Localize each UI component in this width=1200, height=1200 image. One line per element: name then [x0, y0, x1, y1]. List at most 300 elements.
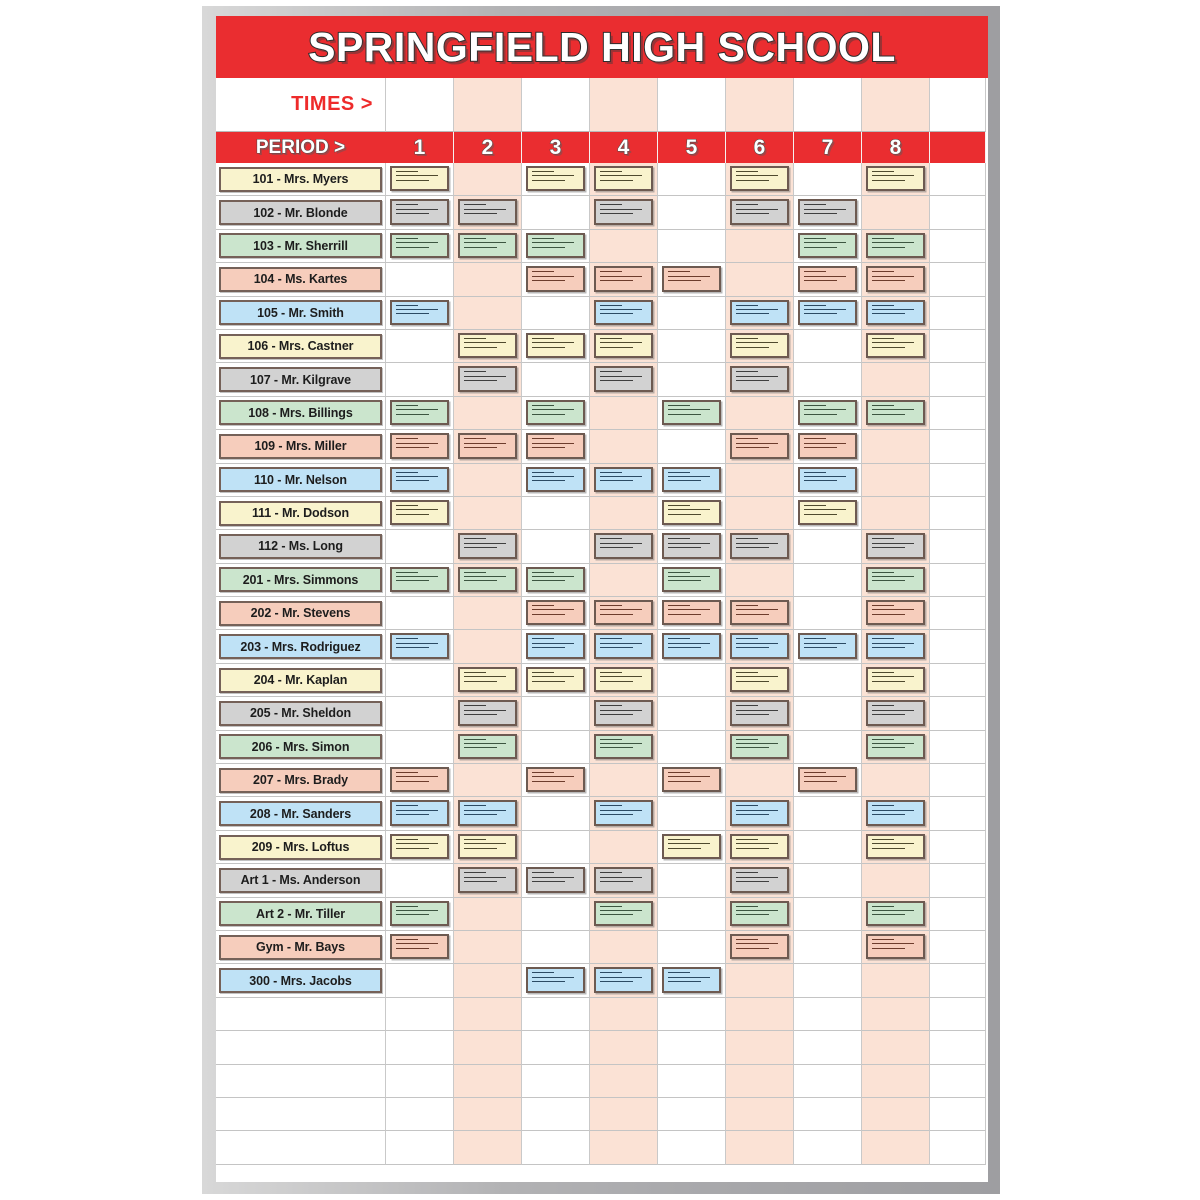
schedule-cell-p2[interactable] — [454, 530, 522, 563]
room-label-cell[interactable] — [216, 564, 386, 597]
room-label-cell[interactable] — [216, 898, 386, 931]
schedule-cell-p4[interactable] — [590, 430, 658, 463]
schedule-cell-p4[interactable] — [590, 230, 658, 263]
class-card[interactable] — [390, 467, 449, 492]
schedule-cell-p8[interactable] — [862, 630, 930, 663]
class-card[interactable] — [662, 567, 721, 592]
schedule-cell-p6[interactable] — [726, 797, 794, 830]
class-card[interactable] — [798, 400, 857, 425]
class-card[interactable] — [390, 233, 449, 258]
room-label-cell[interactable] — [216, 330, 386, 363]
schedule-cell-spare[interactable] — [930, 230, 986, 263]
class-card[interactable] — [866, 567, 925, 592]
room-name-plate[interactable]: 208 - Mr. Sanders — [219, 801, 382, 826]
schedule-cell-spare[interactable] — [930, 330, 986, 363]
room-name-plate[interactable]: 108 - Mrs. Billings — [219, 400, 382, 425]
room-label-cell[interactable] — [216, 931, 386, 964]
schedule-cell-p2[interactable] — [454, 898, 522, 931]
schedule-cell-p2[interactable] — [454, 497, 522, 530]
class-card[interactable] — [730, 166, 789, 191]
schedule-cell-p6[interactable] — [726, 163, 794, 196]
class-card[interactable] — [730, 700, 789, 725]
room-label-cell[interactable] — [216, 163, 386, 196]
class-card[interactable] — [390, 433, 449, 458]
class-card[interactable] — [594, 734, 653, 759]
class-card[interactable] — [798, 767, 857, 792]
schedule-cell-p8[interactable] — [862, 1065, 930, 1098]
class-card[interactable] — [730, 633, 789, 658]
schedule-cell-p5[interactable] — [658, 430, 726, 463]
room-name-plate[interactable]: 105 - Mr. Smith — [219, 300, 382, 325]
schedule-cell-p5[interactable] — [658, 163, 726, 196]
schedule-cell-p6[interactable] — [726, 564, 794, 597]
class-card[interactable] — [730, 366, 789, 391]
schedule-cell-p8[interactable] — [862, 664, 930, 697]
schedule-cell-p5[interactable] — [658, 697, 726, 730]
schedule-cell-spare[interactable] — [930, 464, 986, 497]
schedule-cell-p8[interactable] — [862, 864, 930, 897]
schedule-cell-p7[interactable] — [794, 931, 862, 964]
class-card[interactable] — [798, 266, 857, 291]
schedule-cell-p1[interactable] — [386, 931, 454, 964]
schedule-cell-p7[interactable] — [794, 630, 862, 663]
class-card[interactable] — [526, 567, 585, 592]
schedule-cell-spare[interactable] — [930, 731, 986, 764]
room-name-plate[interactable]: 206 - Mrs. Simon — [219, 734, 382, 759]
room-name-plate[interactable]: 112 - Ms. Long — [219, 534, 382, 559]
schedule-cell-p5[interactable] — [658, 363, 726, 396]
schedule-cell-p4[interactable] — [590, 1098, 658, 1131]
schedule-cell-p2[interactable] — [454, 363, 522, 396]
schedule-cell-p7[interactable] — [794, 530, 862, 563]
class-card[interactable] — [458, 333, 517, 358]
schedule-cell-spare[interactable] — [930, 1031, 986, 1064]
schedule-cell-p3[interactable] — [522, 864, 590, 897]
schedule-cell-p2[interactable] — [454, 664, 522, 697]
times-cell-6[interactable] — [726, 78, 794, 132]
room-label-cell[interactable] — [216, 1098, 386, 1131]
schedule-cell-p8[interactable] — [862, 230, 930, 263]
room-label-cell[interactable] — [216, 764, 386, 797]
schedule-cell-p7[interactable] — [794, 1131, 862, 1164]
schedule-cell-p6[interactable] — [726, 998, 794, 1031]
room-label-cell[interactable] — [216, 964, 386, 997]
schedule-cell-p4[interactable] — [590, 163, 658, 196]
room-label-cell[interactable] — [216, 530, 386, 563]
schedule-cell-p8[interactable] — [862, 1031, 930, 1064]
schedule-cell-p6[interactable] — [726, 630, 794, 663]
schedule-cell-p4[interactable] — [590, 363, 658, 396]
schedule-cell-p7[interactable] — [794, 731, 862, 764]
class-card[interactable] — [594, 199, 653, 224]
class-card[interactable] — [730, 433, 789, 458]
schedule-cell-p1[interactable] — [386, 697, 454, 730]
schedule-cell-p5[interactable] — [658, 196, 726, 229]
class-card[interactable] — [526, 433, 585, 458]
room-label-cell[interactable] — [216, 1031, 386, 1064]
schedule-cell-p1[interactable] — [386, 1065, 454, 1098]
class-card[interactable] — [458, 199, 517, 224]
class-card[interactable] — [390, 800, 449, 825]
schedule-cell-p5[interactable] — [658, 597, 726, 630]
class-card[interactable] — [866, 300, 925, 325]
schedule-cell-p6[interactable] — [726, 831, 794, 864]
class-card[interactable] — [866, 600, 925, 625]
schedule-cell-p8[interactable] — [862, 831, 930, 864]
schedule-cell-p2[interactable] — [454, 397, 522, 430]
schedule-cell-p3[interactable] — [522, 664, 590, 697]
class-card[interactable] — [390, 567, 449, 592]
room-name-plate[interactable]: 104 - Ms. Kartes — [219, 267, 382, 292]
schedule-cell-p1[interactable] — [386, 964, 454, 997]
schedule-cell-p7[interactable] — [794, 297, 862, 330]
schedule-cell-p5[interactable] — [658, 898, 726, 931]
schedule-cell-p3[interactable] — [522, 163, 590, 196]
schedule-cell-p4[interactable] — [590, 497, 658, 530]
schedule-cell-spare[interactable] — [930, 297, 986, 330]
class-card[interactable] — [798, 467, 857, 492]
schedule-cell-p2[interactable] — [454, 263, 522, 296]
schedule-cell-p3[interactable] — [522, 1131, 590, 1164]
schedule-cell-p8[interactable] — [862, 1098, 930, 1131]
class-card[interactable] — [458, 433, 517, 458]
room-label-cell[interactable] — [216, 597, 386, 630]
schedule-cell-spare[interactable] — [930, 430, 986, 463]
schedule-cell-p4[interactable] — [590, 764, 658, 797]
class-card[interactable] — [458, 366, 517, 391]
schedule-cell-p3[interactable] — [522, 430, 590, 463]
room-name-plate[interactable]: 110 - Mr. Nelson — [219, 467, 382, 492]
class-card[interactable] — [526, 166, 585, 191]
schedule-cell-p6[interactable] — [726, 263, 794, 296]
schedule-cell-p3[interactable] — [522, 1065, 590, 1098]
schedule-cell-p6[interactable] — [726, 1065, 794, 1098]
schedule-cell-p5[interactable] — [658, 530, 726, 563]
schedule-cell-p4[interactable] — [590, 196, 658, 229]
schedule-cell-p2[interactable] — [454, 297, 522, 330]
schedule-cell-p5[interactable] — [658, 998, 726, 1031]
schedule-cell-p5[interactable] — [658, 564, 726, 597]
schedule-cell-spare[interactable] — [930, 263, 986, 296]
room-label-cell[interactable] — [216, 998, 386, 1031]
schedule-cell-p3[interactable] — [522, 831, 590, 864]
schedule-cell-p7[interactable] — [794, 330, 862, 363]
class-card[interactable] — [866, 533, 925, 558]
class-card[interactable] — [458, 867, 517, 892]
schedule-cell-p1[interactable] — [386, 330, 454, 363]
class-card[interactable] — [594, 633, 653, 658]
schedule-cell-p8[interactable] — [862, 163, 930, 196]
schedule-cell-p5[interactable] — [658, 230, 726, 263]
schedule-cell-p2[interactable] — [454, 330, 522, 363]
period-header-4[interactable]: 4 — [590, 132, 658, 163]
period-header-6[interactable]: 6 — [726, 132, 794, 163]
class-card[interactable] — [594, 667, 653, 692]
class-card[interactable] — [594, 166, 653, 191]
room-label-cell[interactable] — [216, 731, 386, 764]
schedule-cell-p8[interactable] — [862, 797, 930, 830]
schedule-cell-p5[interactable] — [658, 864, 726, 897]
schedule-cell-p8[interactable] — [862, 530, 930, 563]
schedule-cell-p3[interactable] — [522, 597, 590, 630]
class-card[interactable] — [390, 199, 449, 224]
class-card[interactable] — [730, 333, 789, 358]
schedule-cell-p8[interactable] — [862, 1131, 930, 1164]
schedule-cell-p2[interactable] — [454, 630, 522, 663]
class-card[interactable] — [594, 300, 653, 325]
room-name-plate[interactable]: 107 - Mr. Kilgrave — [219, 367, 382, 392]
schedule-cell-p1[interactable] — [386, 163, 454, 196]
schedule-cell-p1[interactable] — [386, 998, 454, 1031]
schedule-cell-p4[interactable] — [590, 564, 658, 597]
class-card[interactable] — [730, 300, 789, 325]
class-card[interactable] — [662, 600, 721, 625]
room-name-plate[interactable]: 300 - Mrs. Jacobs — [219, 968, 382, 993]
schedule-cell-p6[interactable] — [726, 664, 794, 697]
class-card[interactable] — [458, 700, 517, 725]
schedule-cell-p3[interactable] — [522, 697, 590, 730]
schedule-cell-p5[interactable] — [658, 664, 726, 697]
schedule-cell-p4[interactable] — [590, 831, 658, 864]
times-cell-4[interactable] — [590, 78, 658, 132]
schedule-cell-p7[interactable] — [794, 163, 862, 196]
class-card[interactable] — [730, 800, 789, 825]
class-card[interactable] — [866, 800, 925, 825]
schedule-cell-p7[interactable] — [794, 697, 862, 730]
class-card[interactable] — [866, 233, 925, 258]
schedule-cell-p5[interactable] — [658, 497, 726, 530]
schedule-cell-spare[interactable] — [930, 530, 986, 563]
class-card[interactable] — [730, 834, 789, 859]
schedule-cell-spare[interactable] — [930, 764, 986, 797]
class-card[interactable] — [458, 734, 517, 759]
schedule-cell-p5[interactable] — [658, 931, 726, 964]
schedule-cell-spare[interactable] — [930, 163, 986, 196]
class-card[interactable] — [390, 166, 449, 191]
schedule-cell-spare[interactable] — [930, 864, 986, 897]
schedule-cell-p3[interactable] — [522, 263, 590, 296]
class-card[interactable] — [390, 300, 449, 325]
schedule-cell-spare[interactable] — [930, 1098, 986, 1131]
class-card[interactable] — [730, 533, 789, 558]
schedule-cell-p1[interactable] — [386, 630, 454, 663]
class-card[interactable] — [662, 834, 721, 859]
schedule-cell-p2[interactable] — [454, 831, 522, 864]
schedule-cell-p2[interactable] — [454, 163, 522, 196]
schedule-cell-spare[interactable] — [930, 998, 986, 1031]
schedule-cell-p8[interactable] — [862, 363, 930, 396]
class-card[interactable] — [526, 233, 585, 258]
times-cell-2[interactable] — [454, 78, 522, 132]
schedule-cell-p6[interactable] — [726, 898, 794, 931]
class-card[interactable] — [458, 667, 517, 692]
class-card[interactable] — [662, 266, 721, 291]
class-card[interactable] — [866, 834, 925, 859]
schedule-cell-p2[interactable] — [454, 931, 522, 964]
room-label-cell[interactable] — [216, 797, 386, 830]
schedule-cell-p4[interactable] — [590, 1131, 658, 1164]
room-name-plate[interactable]: 101 - Mrs. Myers — [219, 167, 382, 192]
class-card[interactable] — [866, 734, 925, 759]
schedule-cell-spare[interactable] — [930, 697, 986, 730]
schedule-cell-p4[interactable] — [590, 697, 658, 730]
schedule-cell-p5[interactable] — [658, 630, 726, 663]
schedule-cell-p5[interactable] — [658, 464, 726, 497]
period-header-7[interactable]: 7 — [794, 132, 862, 163]
room-name-plate[interactable]: Art 2 - Mr. Tiller — [219, 901, 382, 926]
schedule-cell-spare[interactable] — [930, 497, 986, 530]
schedule-cell-p7[interactable] — [794, 464, 862, 497]
class-card[interactable] — [866, 934, 925, 959]
schedule-cell-p3[interactable] — [522, 998, 590, 1031]
class-card[interactable] — [458, 800, 517, 825]
room-label-cell[interactable] — [216, 1131, 386, 1164]
class-card[interactable] — [390, 767, 449, 792]
schedule-cell-p6[interactable] — [726, 864, 794, 897]
schedule-cell-p8[interactable] — [862, 998, 930, 1031]
schedule-cell-p2[interactable] — [454, 998, 522, 1031]
schedule-cell-p2[interactable] — [454, 230, 522, 263]
schedule-cell-p2[interactable] — [454, 597, 522, 630]
room-name-plate[interactable]: 205 - Mr. Sheldon — [219, 701, 382, 726]
schedule-cell-p1[interactable] — [386, 230, 454, 263]
room-name-plate[interactable]: 102 - Mr. Blonde — [219, 200, 382, 225]
schedule-cell-p1[interactable] — [386, 497, 454, 530]
schedule-cell-p4[interactable] — [590, 931, 658, 964]
schedule-cell-p4[interactable] — [590, 1031, 658, 1064]
room-label-cell[interactable] — [216, 297, 386, 330]
schedule-cell-p6[interactable] — [726, 1031, 794, 1064]
schedule-cell-p1[interactable] — [386, 530, 454, 563]
schedule-cell-p4[interactable] — [590, 597, 658, 630]
class-card[interactable] — [594, 867, 653, 892]
class-card[interactable] — [662, 767, 721, 792]
schedule-cell-p4[interactable] — [590, 664, 658, 697]
schedule-cell-p7[interactable] — [794, 864, 862, 897]
schedule-cell-p5[interactable] — [658, 297, 726, 330]
schedule-cell-p7[interactable] — [794, 497, 862, 530]
schedule-cell-p1[interactable] — [386, 464, 454, 497]
schedule-cell-p5[interactable] — [658, 1098, 726, 1131]
schedule-cell-p7[interactable] — [794, 1098, 862, 1131]
room-name-plate[interactable]: 109 - Mrs. Miller — [219, 434, 382, 459]
schedule-cell-p8[interactable] — [862, 764, 930, 797]
schedule-cell-p8[interactable] — [862, 397, 930, 430]
schedule-cell-p2[interactable] — [454, 1065, 522, 1098]
class-card[interactable] — [594, 266, 653, 291]
schedule-cell-spare[interactable] — [930, 831, 986, 864]
class-card[interactable] — [594, 700, 653, 725]
schedule-cell-p5[interactable] — [658, 397, 726, 430]
class-card[interactable] — [594, 366, 653, 391]
schedule-cell-p1[interactable] — [386, 597, 454, 630]
schedule-cell-p7[interactable] — [794, 664, 862, 697]
schedule-cell-p6[interactable] — [726, 464, 794, 497]
schedule-cell-p5[interactable] — [658, 764, 726, 797]
class-card[interactable] — [866, 266, 925, 291]
schedule-cell-p5[interactable] — [658, 964, 726, 997]
schedule-cell-spare[interactable] — [930, 564, 986, 597]
class-card[interactable] — [662, 633, 721, 658]
schedule-cell-p3[interactable] — [522, 497, 590, 530]
class-card[interactable] — [526, 467, 585, 492]
schedule-cell-p6[interactable] — [726, 1131, 794, 1164]
schedule-cell-p3[interactable] — [522, 931, 590, 964]
room-name-plate[interactable]: 202 - Mr. Stevens — [219, 601, 382, 626]
times-cell-3[interactable] — [522, 78, 590, 132]
class-card[interactable] — [662, 500, 721, 525]
schedule-cell-p1[interactable] — [386, 764, 454, 797]
schedule-cell-p2[interactable] — [454, 864, 522, 897]
room-name-plate[interactable]: 103 - Mr. Sherrill — [219, 233, 382, 258]
schedule-cell-p4[interactable] — [590, 797, 658, 830]
schedule-cell-spare[interactable] — [930, 898, 986, 931]
schedule-cell-p8[interactable] — [862, 196, 930, 229]
room-name-plate[interactable]: 111 - Mr. Dodson — [219, 501, 382, 526]
schedule-cell-p2[interactable] — [454, 964, 522, 997]
class-card[interactable] — [526, 767, 585, 792]
room-name-plate[interactable]: Gym - Mr. Bays — [219, 935, 382, 960]
class-card[interactable] — [526, 967, 585, 992]
schedule-cell-p4[interactable] — [590, 330, 658, 363]
schedule-cell-p3[interactable] — [522, 363, 590, 396]
class-card[interactable] — [866, 901, 925, 926]
class-card[interactable] — [390, 934, 449, 959]
schedule-cell-p1[interactable] — [386, 898, 454, 931]
class-card[interactable] — [730, 199, 789, 224]
schedule-cell-p7[interactable] — [794, 363, 862, 396]
schedule-cell-p6[interactable] — [726, 196, 794, 229]
schedule-cell-spare[interactable] — [930, 964, 986, 997]
class-card[interactable] — [662, 400, 721, 425]
schedule-cell-p6[interactable] — [726, 931, 794, 964]
times-cell-7[interactable] — [794, 78, 862, 132]
class-card[interactable] — [390, 901, 449, 926]
class-card[interactable] — [798, 199, 857, 224]
room-label-cell[interactable] — [216, 831, 386, 864]
schedule-cell-p7[interactable] — [794, 898, 862, 931]
room-label-cell[interactable] — [216, 397, 386, 430]
schedule-cell-p6[interactable] — [726, 397, 794, 430]
schedule-cell-spare[interactable] — [930, 597, 986, 630]
schedule-cell-p8[interactable] — [862, 263, 930, 296]
period-header-2[interactable]: 2 — [454, 132, 522, 163]
schedule-cell-spare[interactable] — [930, 630, 986, 663]
schedule-cell-p7[interactable] — [794, 430, 862, 463]
class-card[interactable] — [526, 266, 585, 291]
room-name-plate[interactable]: 201 - Mrs. Simmons — [219, 567, 382, 592]
class-card[interactable] — [458, 233, 517, 258]
schedule-cell-p3[interactable] — [522, 764, 590, 797]
schedule-cell-p2[interactable] — [454, 797, 522, 830]
schedule-cell-p8[interactable] — [862, 898, 930, 931]
class-card[interactable] — [730, 600, 789, 625]
schedule-cell-spare[interactable] — [930, 664, 986, 697]
schedule-cell-p8[interactable] — [862, 297, 930, 330]
schedule-cell-p5[interactable] — [658, 731, 726, 764]
schedule-cell-p5[interactable] — [658, 831, 726, 864]
schedule-cell-p1[interactable] — [386, 831, 454, 864]
schedule-cell-p7[interactable] — [794, 230, 862, 263]
schedule-cell-p2[interactable] — [454, 430, 522, 463]
class-card[interactable] — [662, 967, 721, 992]
class-card[interactable] — [662, 467, 721, 492]
schedule-cell-p7[interactable] — [794, 1065, 862, 1098]
class-card[interactable] — [526, 633, 585, 658]
schedule-cell-p8[interactable] — [862, 464, 930, 497]
class-card[interactable] — [730, 867, 789, 892]
schedule-cell-p8[interactable] — [862, 964, 930, 997]
